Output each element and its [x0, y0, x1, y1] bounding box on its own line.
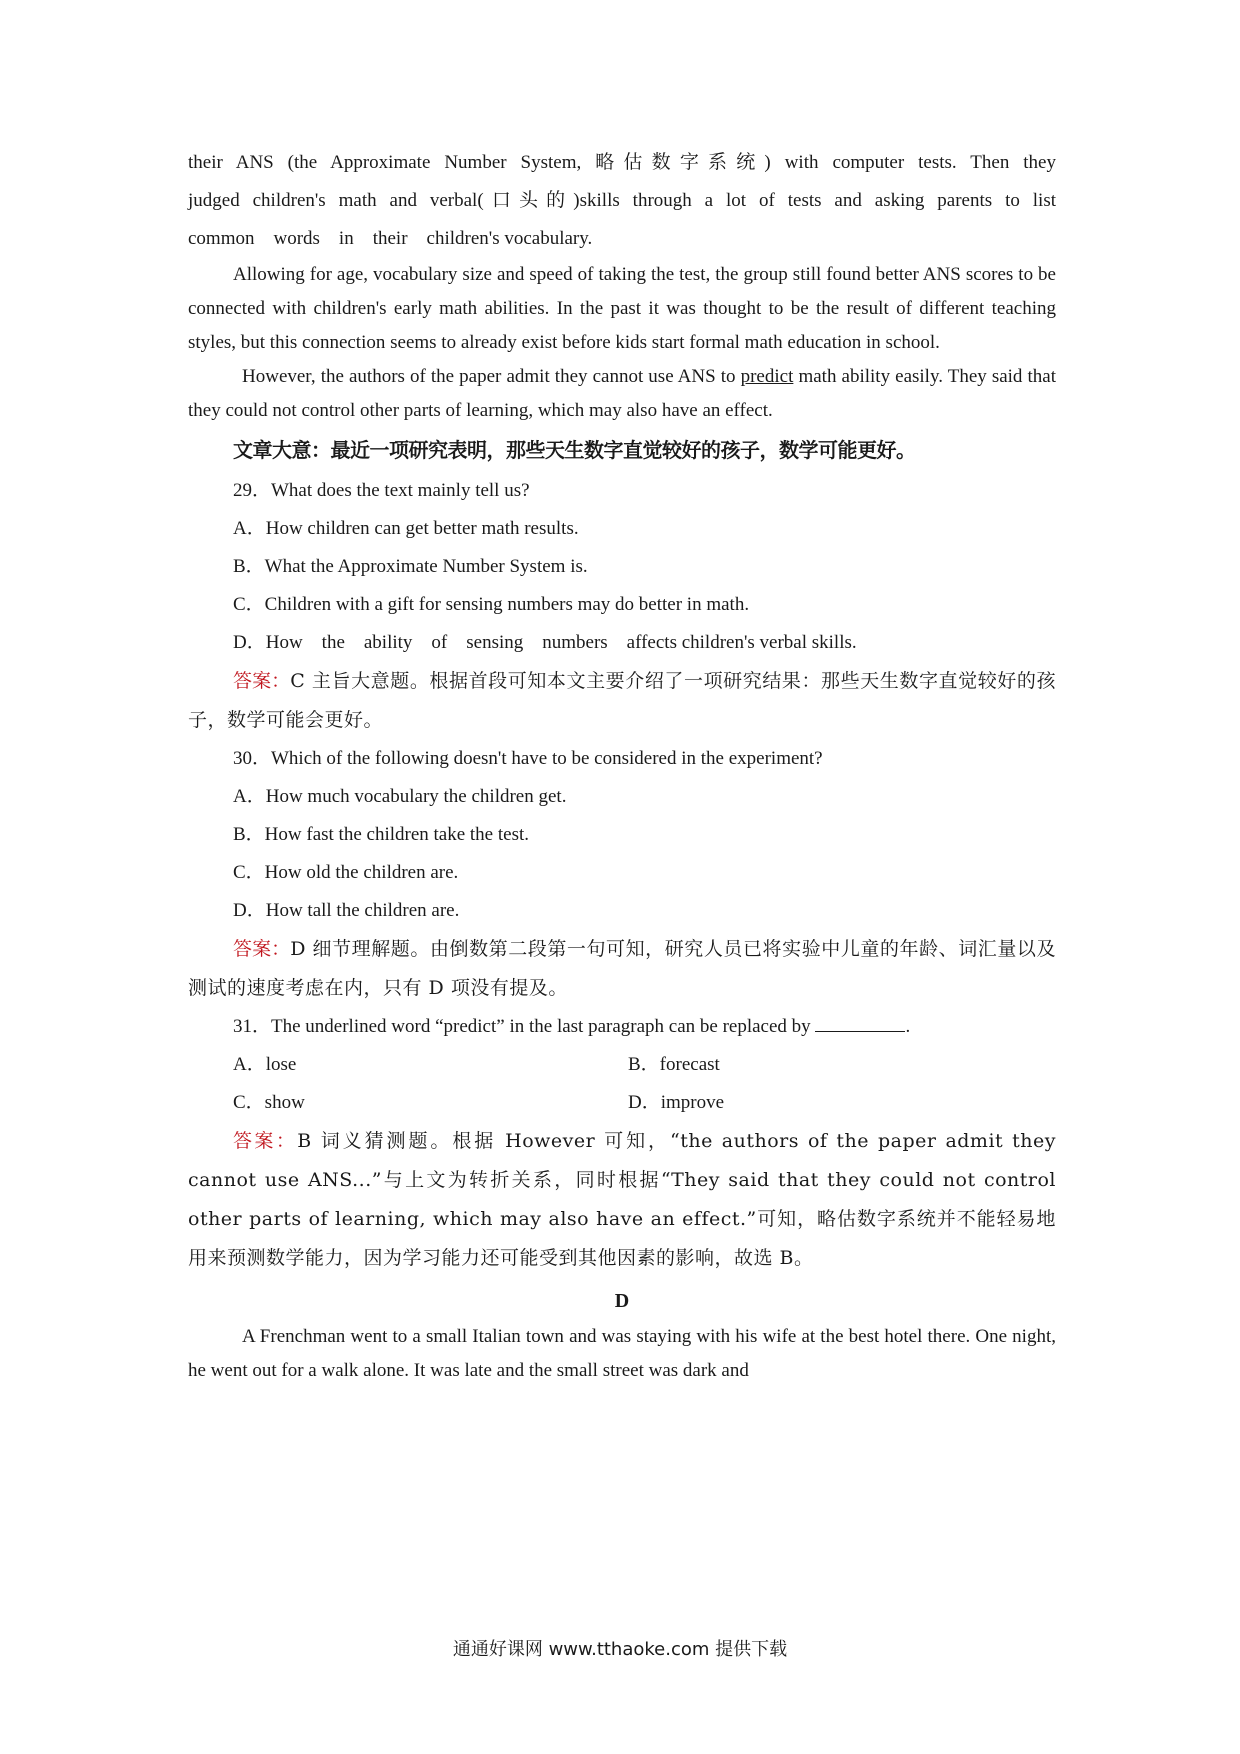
option-a: A．How children can get better math results. [233, 518, 579, 539]
option-a: A．How much vocabulary the children get. [233, 786, 567, 807]
passage-line: judged children's math and verbal(口头的)skills through a lot of tests and asking parents to list [188, 190, 1056, 211]
answer-explanation [188, 1122, 1056, 1278]
answer-text: C 主旨大意题。根据首段可知本文主要介绍了一项研究结果：那些天生数字直觉较好的孩子，数学可能会更好。 [188, 670, 1056, 731]
question-29 [188, 472, 1056, 740]
question-stem: 29．What does the text mainly tell us? [233, 480, 530, 501]
option-c: C．How old the children are. [233, 862, 459, 883]
options-row [188, 1084, 1056, 1122]
passage-paragraph: Allowing for age, vocabulary size and speed of taking the test, the group still found better ANS scores to be connected with children's early math abilities. In the past it was thought to be the result of different teaching styles, but this connection seems to already exist before kids start formal math education in school. [188, 264, 1056, 353]
answer-label: 答案： [233, 938, 291, 960]
option-b: B．forecast [628, 1054, 720, 1075]
option-b: B．How fast the children take the test. [233, 824, 530, 845]
question-stem-end: . [905, 1016, 911, 1037]
options-row [188, 1046, 1056, 1084]
answer-text: D 细节理解题。由倒数第二段第一句可知，研究人员已将实验中儿童的年龄、词汇量以及测试的速度考虑在内，只有 D 项没有提及。 [188, 938, 1056, 999]
page-footer: 通通好课网 www.tthaoke.com 提供下载 [452, 1639, 788, 1660]
option-c: C．Children with a gift for sensing numbers may do better in math. [233, 594, 750, 615]
answer-explanation [188, 662, 1056, 740]
option-b: B．What the Approximate Number System is. [233, 556, 588, 577]
passage-line: common words in their children's vocabulary. [188, 228, 593, 249]
question-stem: 30．Which of the following doesn't have to be considered in the experiment? [233, 748, 823, 769]
passage-text: math ability easily. They said that they could not control other parts of learning, which may also have an effect. [188, 366, 1056, 421]
passage-line: their ANS (the Approximate Number System, 略估数字系统) with computer tests. Then they [188, 152, 1056, 173]
option-c: C．show [233, 1092, 305, 1113]
option-d: D．improve [628, 1092, 725, 1113]
article-summary: 文章大意：最近一项研究表明，那些天生数字直觉较好的孩子，数学可能更好。 [233, 438, 916, 462]
section-title: D [614, 1290, 630, 1312]
passage-text: However, the authors of the paper admit they cannot use ANS to [242, 366, 741, 387]
underlined-word: predict [740, 366, 794, 387]
answer-text: B 词义猜测题。根据 However 可知，“the authors of the paper admit they cannot use ANS...”与上文为转折关系，同时根据“They said that they could not control other parts of learning, which may also have an effect.”可知，略估数字系统并不能轻易地用来预测数学能力，因为学习能力还可能受到其他因素的影响，故选 B。 [188, 1130, 1056, 1269]
document-page [188, 144, 1056, 1388]
option-a: A．lose [233, 1054, 297, 1075]
option-d: D．How the ability of sensing numbers affects children's verbal skills. [233, 632, 857, 653]
answer-blank [815, 1013, 905, 1032]
option-d: D．How tall the children are. [233, 900, 460, 921]
question-31 [188, 1008, 1056, 1278]
answer-label: 答案： [233, 1130, 298, 1152]
answer-label: 答案： [233, 670, 291, 692]
answer-explanation [188, 930, 1056, 1008]
passage-paragraph: A Frenchman went to a small Italian town and was staying with his wife at the best hotel there. One night, he went out for a walk alone. It was late and the small street was dark and [188, 1326, 1056, 1381]
question-stem [188, 1008, 1056, 1046]
passage-paragraph [188, 360, 1056, 428]
question-stem-text: 31．The underlined word “predict” in the last paragraph can be replaced by [233, 1016, 816, 1037]
question-30 [188, 740, 1056, 1008]
